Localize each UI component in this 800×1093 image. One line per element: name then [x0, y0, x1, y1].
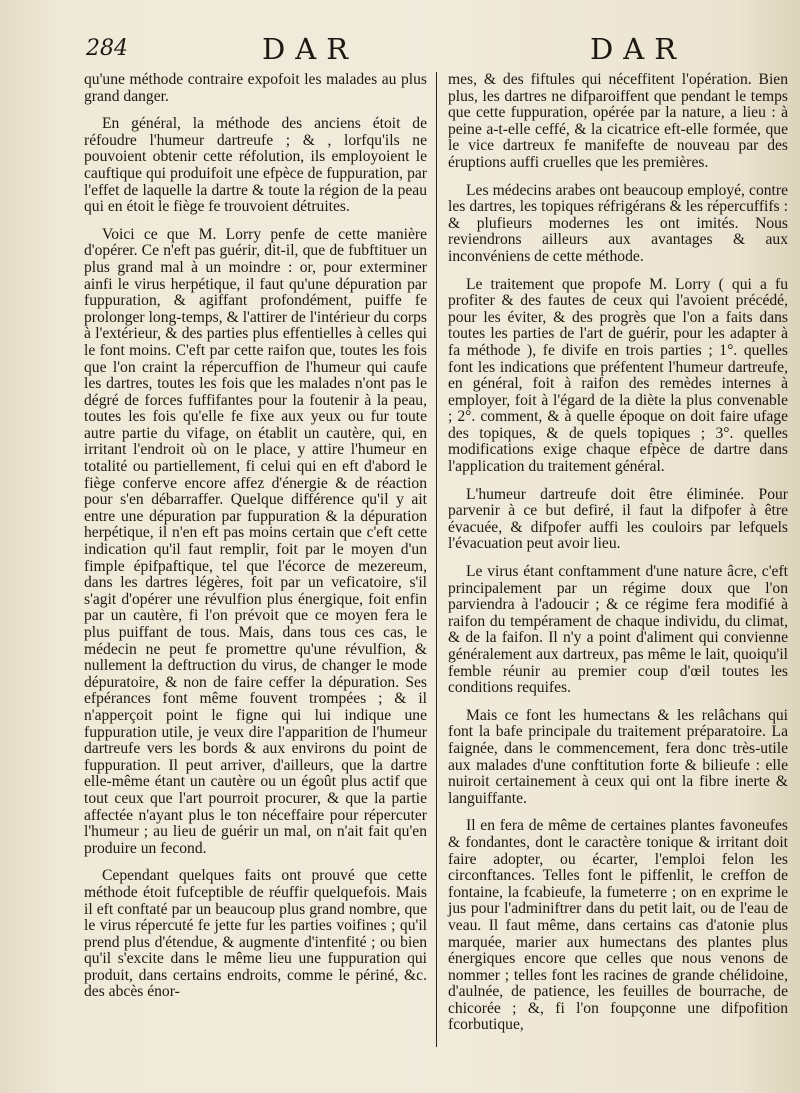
- page-header: [0, 30, 800, 70]
- paragraph: Il en fera de même de certaines plantes favoneufes & fondantes, dont le caractère tonique & irritant doit faire adopter, ou écarter, l'emploi felon les circonftances. Telles font le piffenlit, le creffon de fontaine, la fcabieufe, la fumeterre ; on en exprime le jus pour l'adminiftrer dans du petit lait, ou de l'eau de veau. Il faut même, dans certains cas d'atonie plus marquée, marier aux humectans des plantes plus énergiques encore que celles que nous venons de nommer ; telles font les racines de grande chélidoine, d'aulnée, de patience, les feuilles de bourrache, de chicorée ; &, fi l'on foupçonne une difpofition fcorbutique,: [448, 817, 788, 1034]
- paragraph: Le traitement que propofe M. Lorry ( qui a fu profiter & des fautes de ceux qui l'avoient précédé, pour les éviter, & des progrès que l'on a faits dans toutes les parties de l'art de guérir, pour les adapter à fa méthode ), fe divife en trois parties ; 1°. quelles font les indications que préfentent l'humeur dartreufe, en général, foit à raifon des remèdes internes à employer, foit à l'égard de la diète la plus convenable ; 2°. comment, & à quelle époque on doit faire ufage des topiques, & de quels topiques ; 3°. quelles modifications exige chaque efpèce de dartre dans l'application du traitement général.: [448, 275, 788, 476]
- paragraph: qu'une méthode contraire expofoit les malades au plus grand danger.: [84, 71, 427, 105]
- paragraph: mes, & des fiftules qui néceffitent l'opération. Bien plus, les dartres ne difparoiffent que pendant le temps que cette fuppuration, opérée par la nature, a lieu : à peine a-t-elle ceffé, & la cicatrice eft-elle formée, que le vice dartreux fe manifefte de nouveau par des éruptions auffi cruelles que les premières.: [448, 71, 788, 171]
- paragraph: Le virus étant conftamment d'une nature âcre, c'eft principalement par un régime doux que l'on parviendra à l'adoucir ; & ce régime fera modifié à raifon du tempérament de chaque individu, du climat, & de la faifon. Il n'y a point d'aliment qui convienne généralement aux dartreux, pas même le lait, quoiqu'il femble réunir au premier coup d'œil toutes les conditions requifes.: [448, 563, 788, 697]
- running-head-right: DAR: [590, 32, 687, 66]
- paragraph: Mais ce font les humectans & les relâchans qui font la bafe principale du traitement préparatoire. La faignée, dans le commencement, fera donc très-utile aux malades d'une conftitution forte & bilieufe : elle nuiroit certainement à ceux qui ont la fibre inerte & languiffante.: [448, 706, 788, 807]
- running-head-left: DAR: [262, 32, 359, 66]
- paragraph: Cependant quelques faits ont prouvé que cette méthode étoit fufceptible de réuffir quelquefois. Mais il eft conftaté par un beaucoup plus grand nombre, que le virus répercuté fe jette fur les parties voifines ; qu'il prend plus d'étendue, & augmente d'intenfité ; ou bien qu'il s'excite dans le même lieu une fuppuration qui produit, dans certains endroits, comme le périné, &c. des abcès énor-: [84, 867, 427, 1001]
- paragraph: En général, la méthode des anciens étoit de réfoudre l'humeur dartreufe ; & , lorfqu'ils ne pouvoient obtenir cette réfolution, ils employoient le cauftique qui produifoit une efpèce de fuppuration, par l'effet de laquelle la dartre & toute la région de la peau qui en étoit le fiège fe trouvoient détruites.: [84, 115, 427, 216]
- paragraph: L'humeur dartreufe doit être éliminée. Pour parvenir à ce but defiré, il faut la difpofer à être évacuée, & difpofer auffi les couloirs par lefquels l'évacuation peut avoir lieu.: [448, 485, 788, 553]
- paragraph: Voici ce que M. Lorry penfe de cette manière d'opérer. Ce n'eft pas guérir, dit-il, que de fubftituer un plus grand mal à un moindre : or, pour exterminer ainfi le virus herpétique, il faut qu'une dépuration par fuppuration, & agiffant profondément, puiffe fe prolonger long-temps, & l'attirer de l'intérieur du corps à l'extérieur, & des parties plus effentielles à celles qui le font moins. C'eft par cette raifon que, toutes les fois que l'on craint la répercuffion de l'humeur qui caufe les dartres, toutes les fois que les malades n'ont pas le dégré de forces fuffifantes pour la foutenir à la peau, toutes les fois qu'elle fe fixe aux yeux ou fur toute autre partie du vifage, on établit un cautère, qui, en irritant l'endroit où on le place, y attire l'humeur en totalité ou partiellement, fi celui qui en eft d'abord le fiège conferve encore affez d'énergie & de réaction pour s'en débarraffer. Quelque différence qu'il y ait entre une dépuration par fuppuration & la dépuration herpétique, il n'en eft pas moins certain que c'eft cette indication qu'il faut remplir, foit par le moyen d'un fimple épifpaftique, tel que l'écorce de mezereum, dans les dartres légères, foit par un veficatoire, s'il s'agit d'opérer une révulfion plus énergique, foit enfin par un cautère, fi l'on prévoit que ce moyen fera le plus puiffant de tous. Mais, dans tous ces cas, le médecin ne peut fe promettre qu'une révulfion, & nullement la deftruction du virus, de changer le mode dépuratoire, & non de faire ceffer la dépuration. Ses efpérances font même fouvent trompées ; & il n'apperçoit point le figne qui lui indique une fuppuration utile, je veux dire l'apparition de l'humeur dartreufe vers les bords & aux environs du point de fuppuration. Il peut arriver, d'ailleurs, que la dartre elle-même étant un cautère ou un égoût plus actif que tout ceux que l'art pourroit procurer, & que la partie affectée n'ayant plus le ton néceffaire pour répercuter l'humeur ; au lieu de guérir un mal, on n'ait fait qu'en produire un fecond.: [84, 225, 427, 857]
- left-column: [84, 72, 427, 1012]
- page-number: 284: [86, 36, 128, 61]
- paragraph: Les médecins arabes ont beaucoup employé, contre les dartres, les topiques réfrigérans & les répercuffifs : & plufieurs modernes les ont imités. Nous reviendrons ailleurs aux avantages & aux inconvéniens de cette méthode.: [448, 181, 788, 265]
- right-column: [448, 72, 788, 1045]
- column-divider: [436, 72, 437, 1047]
